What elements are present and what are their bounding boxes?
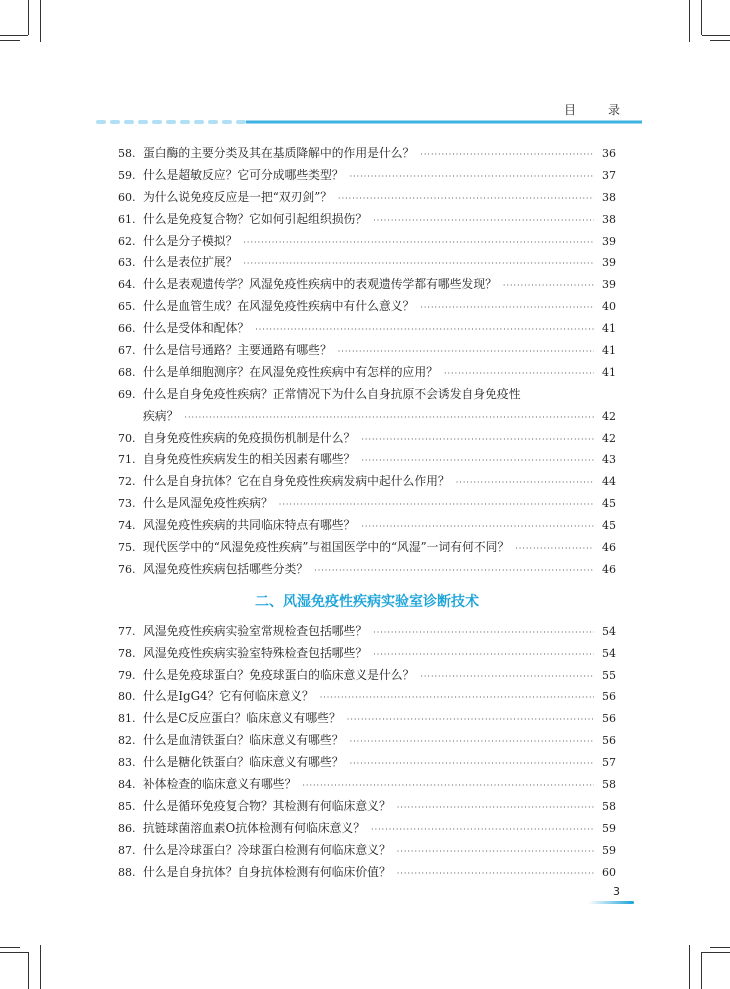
dot-leader [350,753,594,775]
toc-entry [118,515,616,537]
entry-title: 什么是循环免疫复合物？其检测有何临床意义？ [143,798,391,813]
entry-number: 81. [118,712,136,726]
toc-entries-part-one [118,143,616,581]
toc-entry [118,730,616,752]
dot-leader [373,622,594,644]
toc-entry [118,318,616,340]
section-heading: 二、风湿免疫性疾病实验室诊断技术 [255,593,479,610]
entry-title: 什么是血管生成？在风湿免疫性疾病中有什么意义？ [143,299,415,314]
entry-title: 什么是风湿免疫性疾病？ [143,496,273,511]
entry-title: 什么是自身抗体？它在自身免疫性疾病发病中起什么作用？ [143,474,450,489]
toc-entry [118,165,616,187]
toc-entry [118,621,616,643]
entry-number: 78. [118,646,136,660]
toc-entry [118,362,616,384]
dot-leader [397,797,594,819]
entry-title: 什么是受体和配体？ [143,321,250,336]
toc-entry-line [118,384,616,406]
toc-entry [118,252,616,274]
toc-entry [118,708,616,730]
toc-entry [118,449,616,471]
entry-number: 86. [118,821,136,835]
dot-leader [320,687,594,709]
toc-entry [118,296,616,318]
dot-leader [338,341,594,363]
dot-leader [350,166,594,188]
entry-title: 自身免疫性疾病发生的相关因素有哪些？ [143,452,356,467]
page-number: 3 [613,885,620,898]
toc-entry [118,231,616,253]
entry-page: 38 [602,212,616,226]
entry-title: 什么是自身免疫性疾病？正常情况下为什么自身抗原不会诱发自身免疫性 [143,386,521,401]
entry-title: 什么是超敏反应？它可分成哪些类型？ [143,167,344,182]
entry-number: 70. [118,431,136,445]
entry-title: 为什么说免疫反应是一把“双刃剑”？ [143,189,333,204]
entry-page: 59 [602,821,616,835]
entry-title: 什么是血清铁蛋白？临床意义有哪些？ [143,733,344,748]
entry-title: 风湿免疫性疾病实验室常规检查包括哪些？ [143,623,368,638]
entry-number: 65. [118,300,136,314]
dot-leader [515,538,594,560]
dot-leader [397,841,594,863]
entry-title: 什么是信号通路？主要通路有哪些？ [143,343,332,358]
entry-number: 71. [118,453,136,467]
entry-page: 54 [602,624,616,638]
entry-number: 75. [118,541,136,555]
entry-page: 44 [602,475,616,489]
dot-leader [243,253,594,275]
entry-page: 39 [602,278,616,292]
toc-entry [118,665,616,687]
entry-page: 45 [602,497,616,511]
entry-number: 64. [118,278,136,292]
toc-entry [118,537,616,559]
entry-number: 83. [118,756,136,770]
entry-page: 57 [602,756,616,770]
toc-entry [118,559,616,581]
toc-entry [118,796,616,818]
entry-number: 58. [118,147,136,160]
dot-leader [350,731,594,753]
entry-title: 什么是C反应蛋白？临床意义有哪些？ [143,711,341,726]
entry-page: 37 [602,168,616,182]
entry-page: 46 [602,541,616,555]
dot-leader [373,210,594,232]
entry-title: 什么是免疫球蛋白？免疫球蛋白的临床意义是什么？ [143,667,415,682]
entry-page: 56 [602,712,616,726]
toc-entry [118,686,616,708]
entry-number: 60. [118,190,136,204]
toc-entries-part-two [118,621,616,884]
entry-number: 80. [118,690,136,704]
entry-title: 补体检查的临床意义有哪些？ [143,777,297,792]
dot-leader [243,232,594,254]
dot-leader [255,319,594,341]
entry-page: 38 [602,190,616,204]
toc-entry [118,493,616,515]
toc-entry [118,187,616,209]
entry-number: 79. [118,668,136,682]
entry-number: 73. [118,497,136,511]
entry-title: 自身免疫性疾病的免疫损伤机制是什么？ [143,430,356,445]
entry-page: 36 [602,147,616,160]
running-header-title: 目 录 [563,103,630,117]
dot-leader [361,450,594,472]
dot-leader [420,144,594,166]
entry-number: 63. [118,256,136,270]
entry-number: 88. [118,865,136,879]
entry-page: 40 [602,300,616,314]
entry-number: 61. [118,212,136,226]
dot-leader [279,494,594,516]
entry-title: 现代医学中的“风湿免疫性疾病”与祖国医学中的“风湿”一词有何不同？ [143,540,510,555]
toc-entry [118,406,616,428]
entry-title: 风湿免疫性疾病包括哪些分类？ [143,561,309,576]
dot-leader [420,666,594,688]
dot-leader [371,819,594,841]
dot-leader [314,560,594,582]
entry-title: 风湿免疫性疾病实验室特殊检查包括哪些？ [143,645,368,660]
entry-number: 69. [118,387,136,401]
entry-title: 什么是表位扩展？ [143,255,238,270]
entry-number: 74. [118,519,136,533]
entry-page: 42 [602,409,616,423]
entry-page: 39 [602,256,616,270]
entry-page: 43 [602,453,616,467]
entry-number: 72. [118,475,136,489]
dot-leader [347,709,594,731]
dot-leader [338,188,594,210]
toc-entry [118,209,616,231]
entry-title: 什么是自身抗体？自身抗体检测有何临床价值？ [143,864,391,879]
toc-entry [118,818,616,840]
entry-number: 77. [118,624,136,638]
entry-page: 41 [602,344,616,358]
entry-page: 46 [602,562,616,576]
entry-title-continued: 疾病？ [143,408,179,423]
entry-page: 39 [602,234,616,248]
entry-title: 什么是糖化铁蛋白？临床意义有哪些？ [143,755,344,770]
entry-number: 84. [118,778,136,792]
page-number-decorative-rule [588,900,634,905]
entry-number: 59. [118,168,136,182]
entry-number: 68. [118,365,136,379]
entry-title: 什么是分子模拟？ [143,233,238,248]
dot-leader [420,297,594,319]
entry-page: 45 [602,519,616,533]
entry-page: 59 [602,843,616,857]
entry-title: 什么是IgG4？它有何临床意义？ [143,689,314,704]
toc-entry [118,643,616,665]
entry-title: 什么是冷球蛋白？冷球蛋白检测有何临床意义？ [143,842,391,857]
dot-leader [184,407,594,429]
entry-page: 58 [602,778,616,792]
entry-page: 60 [602,865,616,879]
entry-number: 85. [118,799,136,813]
dot-leader [361,516,594,538]
entry-number: 87. [118,843,136,857]
toc-entry [118,862,616,884]
dot-leader [302,775,594,797]
entry-title: 什么是表观遗传学？风湿免疫性疾病中的表观遗传学都有哪些发现？ [143,277,497,292]
dot-leader [373,644,594,666]
dot-leader [503,275,594,297]
entry-number: 62. [118,234,136,248]
entry-page: 56 [602,690,616,704]
entry-title: 蛋白酶的主要分类及其在基质降解中的作用是什么？ [143,146,415,160]
table-of-contents [118,143,616,884]
dot-leader [444,363,594,385]
dot-leader [456,472,594,494]
entry-title: 什么是免疫复合物？它如何引起组织损伤？ [143,211,368,226]
entry-page: 54 [602,646,616,660]
entry-number: 82. [118,734,136,748]
toc-entry [118,143,616,165]
entry-page: 58 [602,799,616,813]
entry-page: 56 [602,734,616,748]
dot-leader [397,863,594,885]
entry-number: 67. [118,344,136,358]
entry-number: 76. [118,562,136,576]
dot-leader [361,429,594,451]
entry-title: 抗链球菌溶血素O抗体检测有何临床意义？ [143,820,366,835]
entry-number: 66. [118,322,136,336]
entry-title: 什么是单细胞测序？在风湿免疫性疾病中有怎样的应用？ [143,364,438,379]
entry-page: 55 [602,668,616,682]
toc-entry [118,774,616,796]
toc-entry [118,471,616,493]
toc-entry [118,752,616,774]
entry-title: 风湿免疫性疾病的共同临床特点有哪些？ [143,518,356,533]
header-decorative-rule [96,119,642,125]
toc-entry [118,840,616,862]
entry-page: 41 [602,322,616,336]
toc-entry [118,274,616,296]
toc-entry [118,340,616,362]
entry-page: 42 [602,431,616,445]
toc-entry [118,428,616,450]
entry-page: 41 [602,365,616,379]
